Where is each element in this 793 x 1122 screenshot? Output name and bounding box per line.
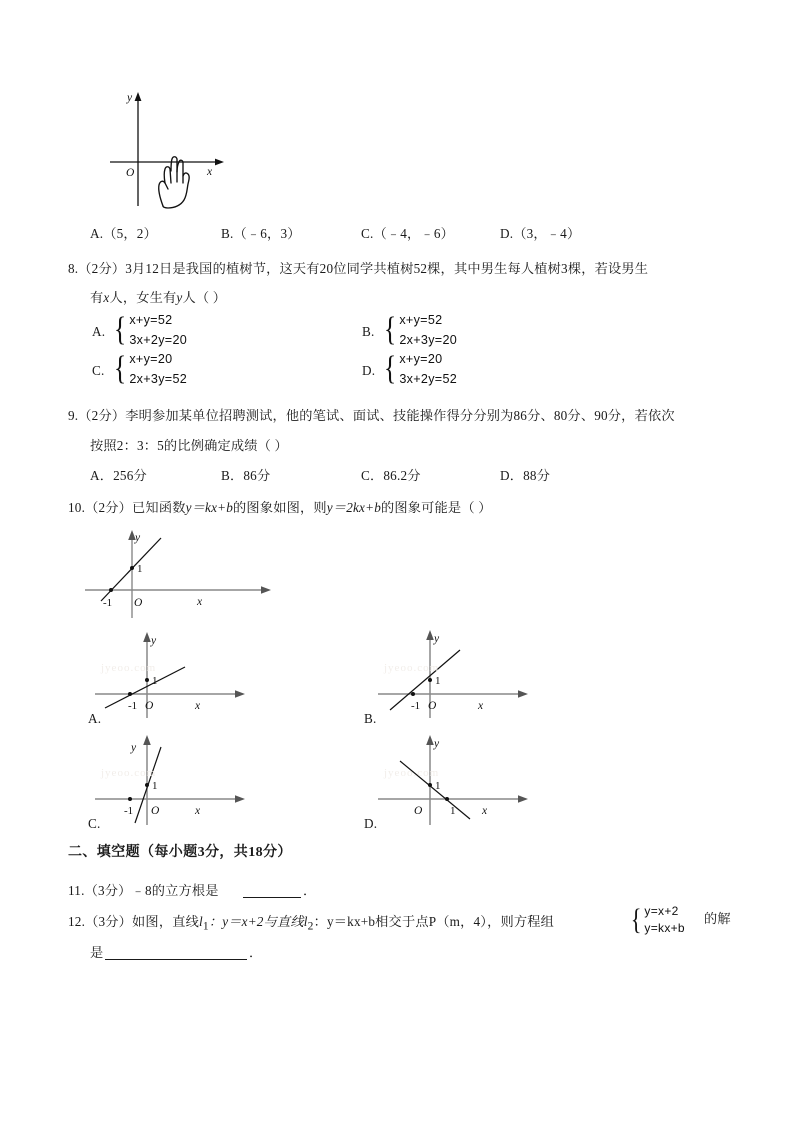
q12-line-l1-sub: 1	[202, 920, 209, 933]
q12-period: ．	[249, 945, 263, 960]
q9-option-c[interactable]: C．86.2分	[361, 468, 421, 483]
q8-option-b[interactable]	[382, 310, 458, 348]
q12-stem-pre: 12.（3分）如图，直线	[68, 914, 199, 929]
q12-system-eq2: y=kx+b	[644, 921, 685, 935]
q10-option-a-x-intercept-label: -1	[128, 700, 138, 712]
q10-option-b-x-label: x	[478, 700, 484, 712]
q10-option-b-letter: B.	[364, 711, 377, 726]
q7-option-a[interactable]: A.（5，2）	[90, 226, 157, 241]
q7-option-d[interactable]: D.（3，﹣4）	[500, 226, 581, 241]
q8-option-a[interactable]	[112, 310, 188, 348]
watermark: jyeoo.com	[384, 767, 440, 779]
q8-stem-line2-mid: 人，女生有	[109, 290, 177, 305]
q10-option-c-y-intercept-label: 1	[152, 780, 158, 792]
q8-option-a-letter: A.	[92, 324, 106, 339]
q11-stem: 11.（3分）﹣8的立方根是	[68, 883, 219, 898]
q10-stem	[68, 498, 492, 517]
brace-icon: {	[630, 902, 642, 936]
q10-option-d-y-label: y	[434, 738, 440, 750]
q8-option-b-eq1: x+y=52	[399, 313, 443, 327]
brace-icon: {	[384, 349, 397, 387]
q10-option-c-x-label: x	[195, 805, 201, 817]
q10-option-a-x-label: x	[195, 700, 201, 712]
q8-stem-line2	[90, 288, 226, 307]
q8-option-a-eq2: 3x+2y=20	[129, 332, 188, 347]
q9-stem-line2: 按照2：3：5的比例确定成绩（ ）	[90, 438, 288, 453]
q10-stem-mid: 的图象如图，则	[233, 500, 327, 515]
brace-icon: {	[114, 310, 127, 348]
q12-line-l1-eq: ：y＝x+2与直线	[208, 914, 304, 929]
q8-option-d-eq2: 3x+2y=52	[399, 371, 458, 386]
q10-option-d-figure[interactable]	[378, 733, 578, 825]
watermark: jyeoo.com	[384, 662, 440, 674]
q10-option-d-x-intercept-label: 1	[450, 805, 456, 817]
q10-option-c-origin-label: O	[151, 805, 160, 817]
q10-option-c-y-label: y	[131, 742, 137, 754]
watermark: jyeoo.com	[101, 767, 157, 779]
q7-y-axis-label: y	[127, 92, 133, 104]
q10-option-c-letter: C.	[88, 816, 101, 831]
q7-option-b[interactable]: B.（﹣6，3）	[221, 226, 301, 241]
q12-answer-prefix: 是	[90, 945, 104, 960]
q8-stem-line1: 8.（2分）3月12日是我国的植树节，这天有20位同学共植树52棵，其中男生每人植树3棵，若设男生	[68, 261, 649, 276]
q10-main-y-intercept-label: 1	[137, 563, 143, 575]
q10-option-a-y-label: y	[151, 635, 157, 647]
q8-option-a-eq1: x+y=52	[129, 313, 173, 327]
brace-icon: {	[114, 349, 127, 387]
q7-figure	[110, 88, 240, 216]
q10-option-b-figure[interactable]	[378, 628, 578, 720]
section-2-heading: 二、填空题（每小题3分，共18分）	[68, 845, 292, 860]
q7-origin-label: O	[126, 167, 135, 179]
q11-answer-blank[interactable]	[243, 896, 301, 898]
q10-option-d-x-label: x	[482, 805, 488, 817]
q12-line-l1: l	[198, 914, 203, 929]
q10-option-a-origin-label: O	[145, 700, 154, 712]
q12-line-l2-eq: ：y＝kx+b相交于点P（m，4），则方程组	[313, 914, 554, 929]
q8-stem-line2-post: 人（ ）	[182, 290, 227, 305]
watermark: jyeoo.com	[101, 662, 157, 674]
q10-stem-post: 的图象可能是（ ）	[381, 500, 492, 515]
q9-option-d[interactable]: D．88分	[500, 468, 551, 483]
q10-option-c-figure[interactable]	[95, 733, 295, 825]
q10-option-b-origin-label: O	[428, 700, 437, 712]
q8-option-c-eq2: 2x+3y=52	[129, 371, 188, 386]
q9-stem-line1: 9.（2分）李明参加某单位招聘测试，他的笔试、面试、技能操作得分分别为86分、80分、90分，若依次	[68, 408, 675, 423]
q7-x-axis-label: x	[207, 166, 213, 178]
q8-stem-line2-pre: 有	[90, 290, 104, 305]
q10-option-d-origin-label: O	[414, 805, 423, 817]
hand-pointer-icon	[159, 157, 189, 208]
q10-function-2: y＝2kx+b	[326, 500, 381, 515]
q10-option-d-letter: D.	[364, 816, 378, 831]
q12-stem-line1	[68, 912, 554, 935]
q12-equation-system	[629, 902, 685, 936]
q10-main-y-label: y	[135, 532, 141, 544]
q8-option-c-letter: C.	[92, 363, 105, 378]
q10-main-origin-label: O	[134, 597, 143, 609]
q8-option-b-letter: B.	[362, 324, 375, 339]
q8-option-d-letter: D.	[362, 363, 376, 378]
brace-icon: {	[384, 310, 397, 348]
q10-option-a-letter: A.	[88, 711, 102, 726]
q12-line-l2-sub: 2	[307, 920, 314, 933]
q10-option-a-y-intercept-label: 1	[152, 675, 158, 687]
q11-period: ．	[303, 883, 317, 898]
q10-option-b-y-intercept-label: 1	[435, 675, 441, 687]
q10-option-a-figure[interactable]	[95, 628, 295, 720]
q9-option-a[interactable]: A．256分	[90, 468, 147, 483]
q10-main-x-intercept-label: -1	[103, 597, 113, 609]
q10-option-b-x-intercept-label: -1	[411, 700, 421, 712]
q8-option-c[interactable]	[112, 349, 188, 387]
q8-option-d[interactable]	[382, 349, 458, 387]
q8-option-b-eq2: 2x+3y=20	[399, 332, 458, 347]
q10-option-b-y-label: y	[434, 633, 440, 645]
q8-option-c-eq1: x+y=20	[129, 352, 173, 366]
q12-tail: 的解	[704, 911, 731, 926]
q8-var-y: y	[176, 290, 183, 305]
q10-option-c-x-intercept-label: -1	[124, 805, 134, 817]
q12-system-eq1: y=x+2	[644, 904, 679, 918]
q10-main-x-label: x	[197, 596, 203, 608]
q8-var-x: x	[103, 290, 110, 305]
q10-stem-pre: 10.（2分）已知函数	[68, 500, 186, 515]
q10-main-figure	[85, 528, 300, 620]
q7-option-c[interactable]: C.（﹣4，﹣6）	[361, 226, 455, 241]
q9-option-b[interactable]: B．86分	[221, 468, 271, 483]
q12-line-l2: l	[303, 914, 308, 929]
q8-option-d-eq1: x+y=20	[399, 352, 443, 366]
q12-answer-blank[interactable]	[105, 958, 247, 960]
q10-function-1: y＝kx+b	[185, 500, 234, 515]
q10-option-d-y-intercept-label: 1	[435, 780, 441, 792]
